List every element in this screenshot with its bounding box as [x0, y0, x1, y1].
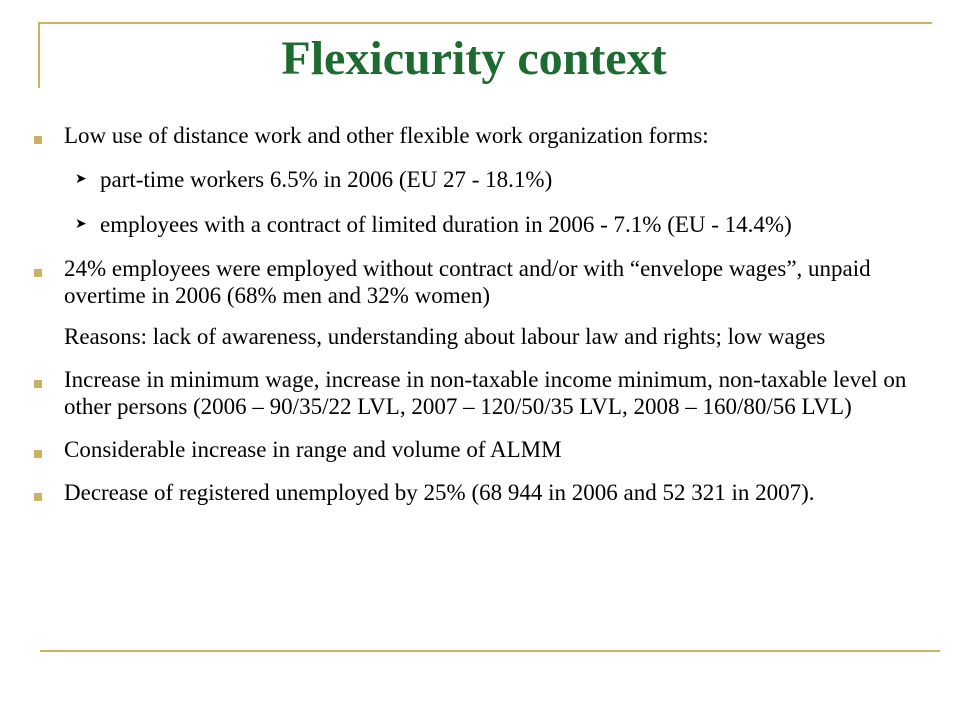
sub-bullet-text: part-time workers 6.5% in 2006 (EU 27 - 18.1%) [100, 167, 553, 192]
arrow-bullet-icon: ➤ [75, 171, 87, 187]
bullet-text: Decrease of registered unemployed by 25% (68 944 in 2006 and 52 321 in 2007). [64, 480, 815, 505]
sub-bullet-item [28, 166, 928, 193]
bullet-item [28, 122, 928, 149]
bullet-text: Increase in minimum wage, increase in non-taxable income minimum, non-taxable level on other persons (2006 – 90/35/22 LVL, 2007 – 120/50/35 LVL, 2008 – 160/80/56 LVL) [64, 367, 907, 419]
top-horizontal-rule [40, 22, 932, 24]
arrow-bullet-icon: ➤ [75, 216, 87, 232]
square-bullet-icon [34, 450, 42, 458]
bullet-text: Low use of distance work and other flexible work organization forms: [64, 123, 709, 148]
sub-bullet-item [28, 211, 928, 238]
slide-title: Flexicurity context [281, 32, 667, 85]
slide-body [28, 122, 928, 509]
square-bullet-icon [34, 380, 42, 388]
bullet-item [28, 366, 928, 420]
bullet-item [28, 477, 928, 509]
bullet-item [28, 255, 928, 309]
sub-bullet-text: employees with a contract of limited duration in 2006 - 7.1% (EU - 14.4%) [100, 212, 792, 237]
paragraph-text: Reasons: lack of awareness, understanding about labour law and rights; low wages [64, 324, 826, 349]
square-bullet-icon [34, 493, 42, 501]
bullet-text: Considerable increase in range and volume of ALMM [64, 437, 562, 462]
bullet-text: 24% employees were employed without contract and/or with “envelope wages”, unpaid overtime in 2006 (68% men and 32% women) [64, 256, 871, 308]
bottom-horizontal-rule [40, 650, 940, 652]
bullet-item [28, 436, 928, 463]
square-bullet-icon [34, 269, 42, 277]
square-bullet-icon [34, 136, 42, 144]
plain-paragraph [28, 323, 928, 350]
